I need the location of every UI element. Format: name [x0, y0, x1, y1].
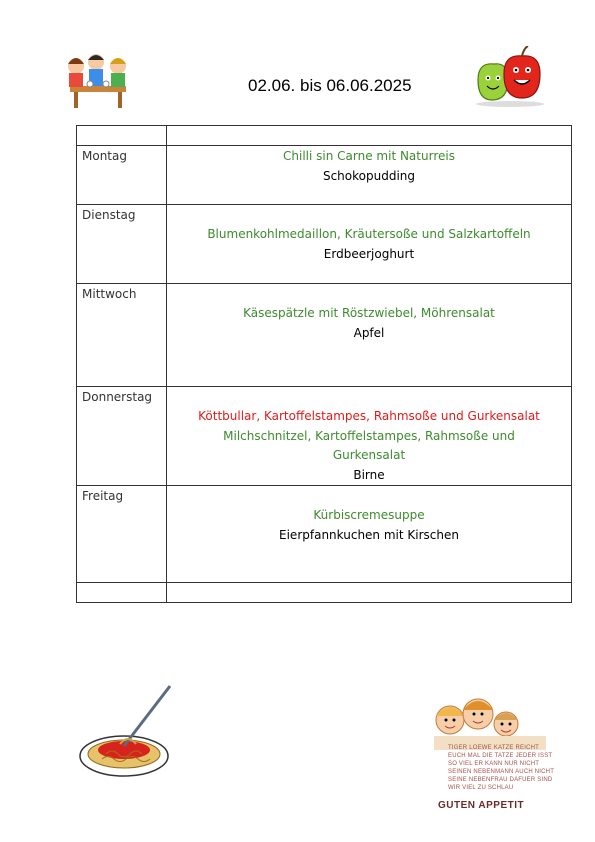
table-header-row [77, 126, 572, 146]
day-label: Mittwoch [77, 284, 167, 387]
main-dish-red: Köttbullar, Kartoffelstampes, Rahmsoße und Gurkensalat [198, 409, 540, 423]
dessert: Eierpfannkuchen mit Kirschen [279, 527, 459, 542]
weekly-menu-table [76, 125, 572, 603]
dessert: Apfel [353, 325, 385, 340]
main-dish: Chilli sin Carne mit Naturreis [283, 149, 455, 163]
dessert: Schokopudding [322, 168, 416, 183]
guten-appetit-poster [420, 694, 560, 820]
day-label: Freitag [77, 486, 167, 583]
main-dish: Kürbiscremesuppe [313, 508, 425, 522]
main-dish: Blumenkohlmedaillon, Kräutersoße und Salzkartoffeln [207, 227, 531, 241]
main-dish-green: Milchschnitzel, Kartoffelstampes, Rahmsoße und Gurkensalat [223, 428, 515, 462]
kids-table-illustration [60, 50, 136, 110]
table-footer-row [77, 583, 572, 603]
menu-row-freitag [77, 486, 572, 583]
menu-row-dienstag [77, 205, 572, 284]
apples-illustration [470, 46, 550, 108]
children-faces-icon [420, 694, 560, 750]
day-label: Dienstag [77, 205, 167, 284]
poster-caption: GUTEN APPETIT [438, 800, 525, 811]
menu-row-mittwoch [77, 284, 572, 387]
spaghetti-plate-illustration [76, 684, 176, 780]
dessert: Erdbeerjoghurt [323, 246, 415, 261]
menu-row-montag [77, 146, 572, 205]
main-dish: Käsespätzle mit Röstzwiebel, Möhrensalat [243, 306, 495, 320]
poster-rhyme: TIGER LOEWE KATZE REICHT EUCH MAL DIE TATZE JEDER ISST SO VIEL ER KANN NUR NICHT SEINEN NEBENMANN AUCH NICHT SEINE NEBENFRAU DAFUER SIND WIR VIEL ZU SCHLAU [448, 745, 554, 791]
dessert: Birne [353, 467, 385, 482]
day-label: Donnerstag [77, 387, 167, 486]
menu-row-donnerstag [77, 387, 572, 486]
week-date-range: 02.06. bis 06.06.2025 [248, 76, 412, 95]
day-label: Montag [77, 146, 167, 205]
